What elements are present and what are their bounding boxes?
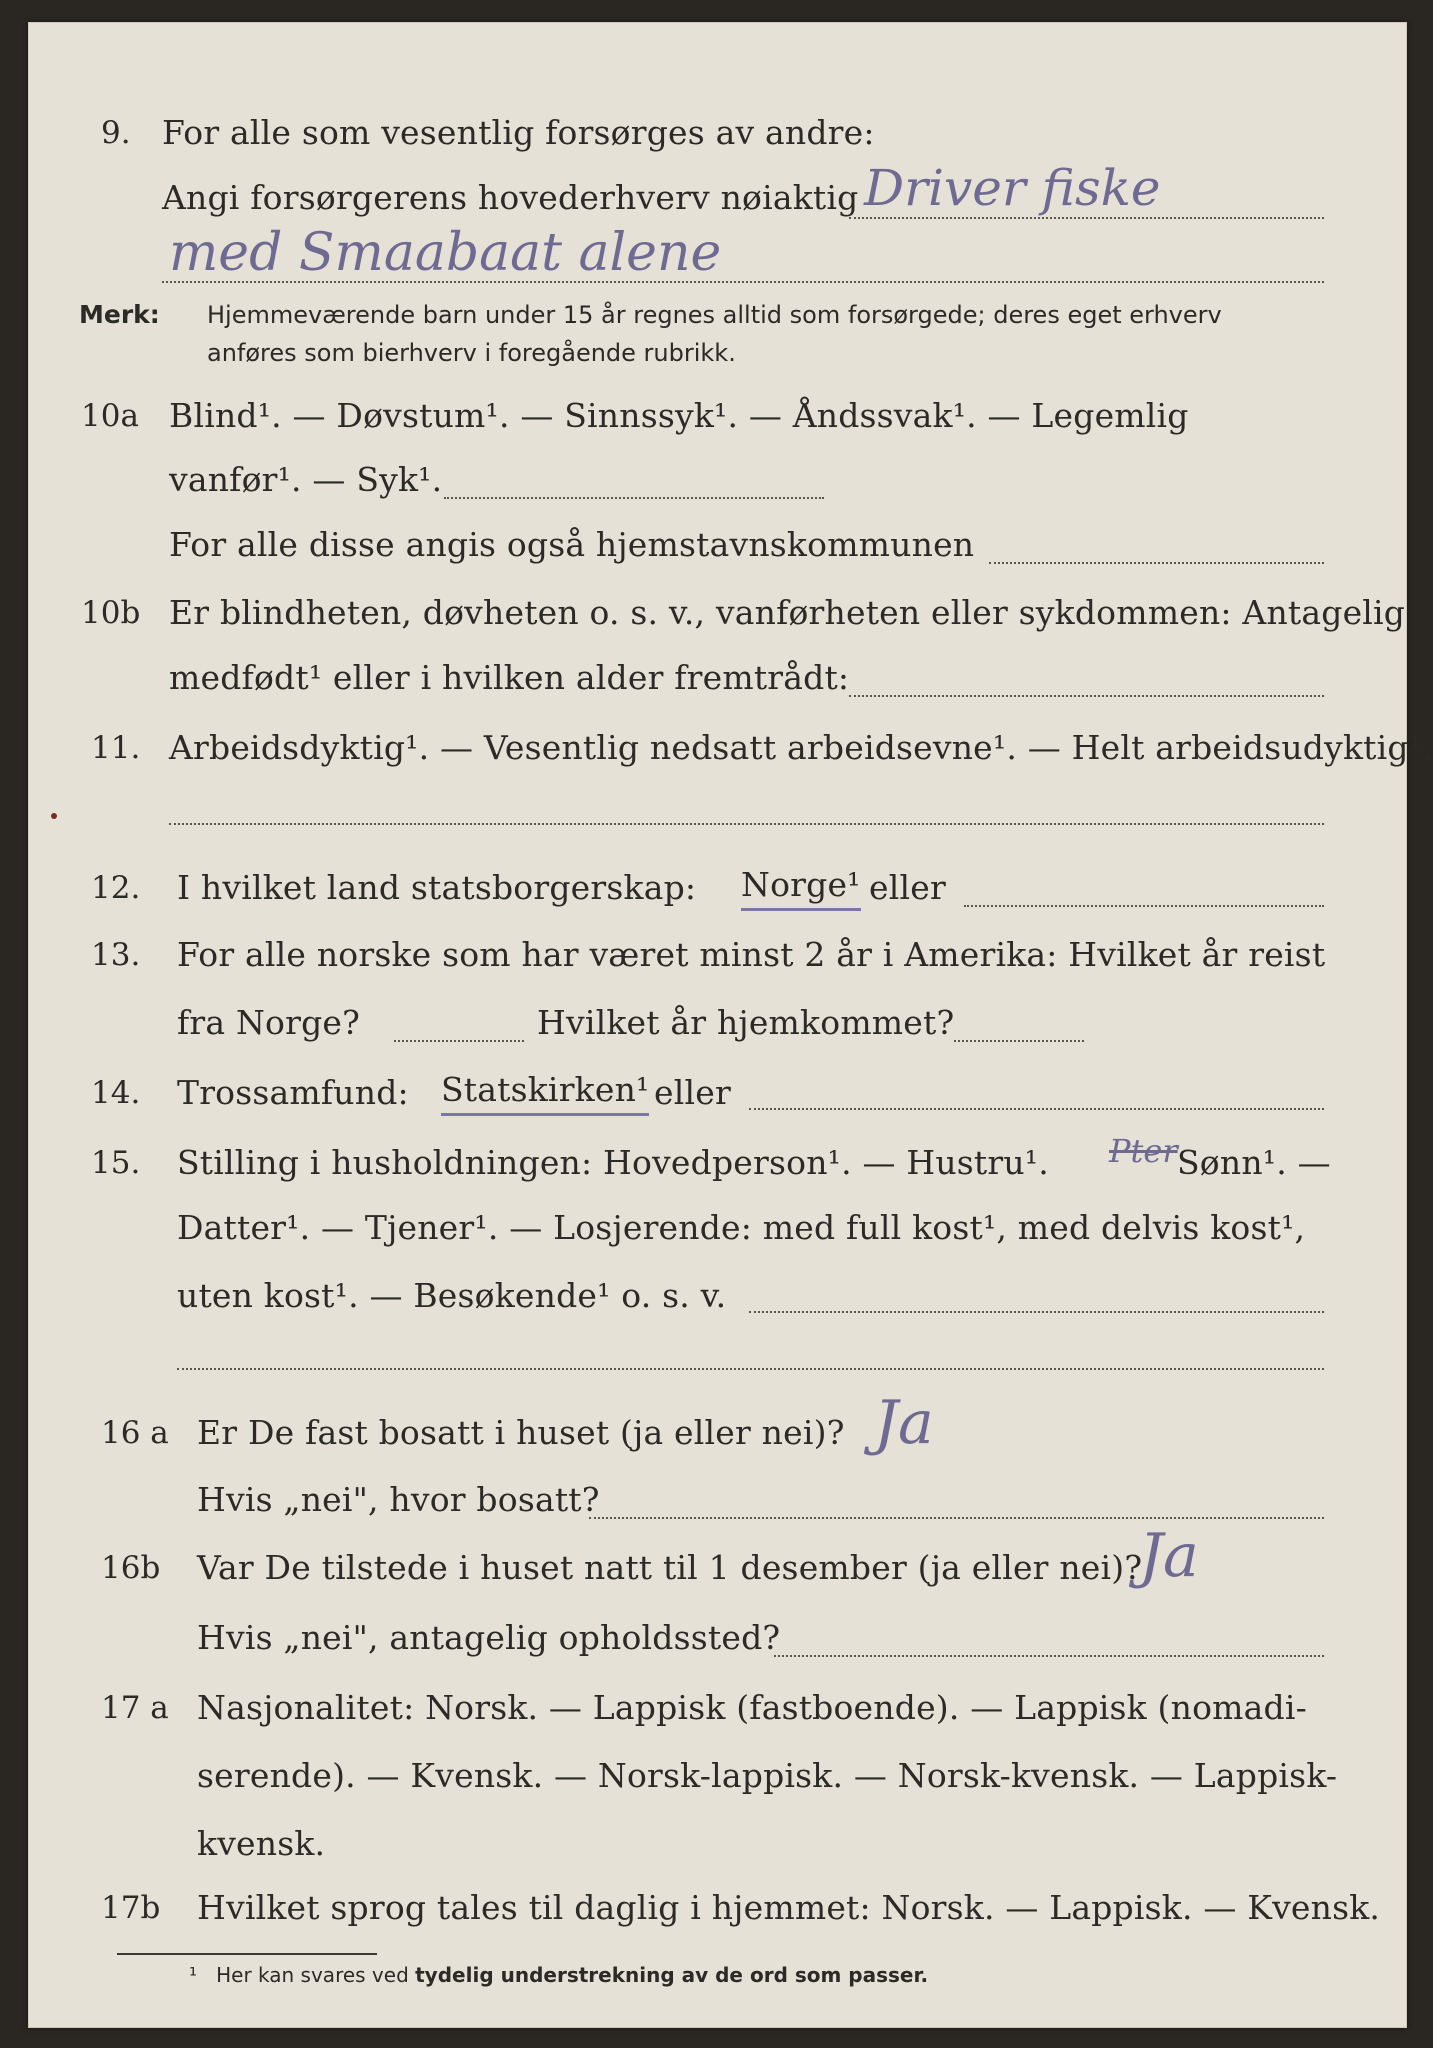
answer-line xyxy=(774,1655,1324,1657)
handwritten-answer: Ja xyxy=(1139,1521,1199,1591)
question-17b xyxy=(29,1883,1406,1933)
question-12 xyxy=(29,863,1406,913)
question-16b xyxy=(29,1521,1406,1593)
question-text: Er De fast bosatt i huset (ja eller nei)? xyxy=(197,1413,845,1452)
question-16a-line-2 xyxy=(29,1475,1406,1525)
answer-line xyxy=(169,823,1324,825)
question-10a-line-3 xyxy=(29,520,1406,570)
question-text: For alle norske som har været minst 2 år i Amerika: Hvilket år reist xyxy=(177,935,1326,974)
question-number: 10a xyxy=(81,398,139,434)
question-number: 10b xyxy=(81,595,141,631)
question-text: Sønn¹. — xyxy=(1177,1143,1331,1182)
question-17a-line-2 xyxy=(29,1751,1406,1801)
question-9 xyxy=(29,108,1406,158)
answer-line xyxy=(589,1517,1324,1519)
census-form-page xyxy=(28,22,1433,2028)
handwritten-answer: Driver fiske xyxy=(864,159,1161,217)
question-15 xyxy=(29,1132,1406,1188)
answer-line xyxy=(749,1311,1324,1313)
question-9-line-3 xyxy=(29,223,1406,291)
answer-line xyxy=(394,1040,524,1042)
answer-line xyxy=(749,1108,1324,1110)
answer-line xyxy=(177,1368,1324,1370)
question-text: Er blindheten, døvheten o. s. v., vanførheten eller sykdommen: Antagelig xyxy=(169,593,1406,632)
underlined-answer-norge: Norge¹ xyxy=(741,863,861,911)
question-10b xyxy=(29,588,1406,638)
question-number: 14. xyxy=(91,1075,141,1111)
question-text: medfødt¹ eller i hvilken alder fremtrådt: xyxy=(169,658,850,697)
footnote xyxy=(189,1963,928,1987)
question-text: Arbeidsdyktig¹. — Vesentlig nedsatt arbeidsevne¹. — Helt arbeidsudyktig¹. xyxy=(169,728,1433,767)
question-text: kvensk. xyxy=(197,1824,326,1863)
footnote-mark: ¹ xyxy=(189,1963,198,1987)
answer-line xyxy=(444,497,824,499)
question-text: For alle disse angis også hjemstavnskommunen xyxy=(169,525,975,564)
question-number: 17b xyxy=(101,1890,161,1926)
footnote-bold-text: tydelig understrekning av de ord som passer. xyxy=(415,1963,929,1987)
question-11 xyxy=(29,723,1433,773)
question-17a xyxy=(29,1683,1406,1733)
question-text: Datter¹. — Tjener¹. — Losjerende: med full kost¹, med delvis kost¹, xyxy=(177,1208,1306,1247)
question-13 xyxy=(29,930,1406,980)
question-text: Angi forsørgerens hovederhverv nøiaktig xyxy=(162,178,859,217)
question-number: 13. xyxy=(91,937,141,973)
question-text: Hvis „nei", hvor bosatt? xyxy=(197,1480,600,1519)
question-15-line-3 xyxy=(29,1271,1406,1321)
handwritten-mark: Pter xyxy=(1109,1132,1178,1170)
question-number: 16 a xyxy=(101,1415,169,1451)
question-text: vanfør¹. — Syk¹. xyxy=(169,460,443,499)
question-text: Hvilket sprog tales til daglig i hjemmet: Norsk. — Lappisk. — Kvensk. xyxy=(197,1888,1381,1927)
question-10a-line-2 xyxy=(29,455,1406,505)
question-16a xyxy=(29,1388,1406,1458)
footnote-text: Her kan svares ved xyxy=(216,1963,409,1987)
question-number: 16b xyxy=(101,1550,161,1586)
question-14 xyxy=(29,1068,1406,1118)
question-10a xyxy=(29,391,1406,441)
handwritten-answer: Ja xyxy=(874,1388,934,1458)
question-number: 15. xyxy=(91,1145,141,1181)
note-merk-line-2 xyxy=(29,333,1406,383)
question-text: For alle som vesentlig forsørges av andre: xyxy=(162,113,875,152)
question-10b-line-2 xyxy=(29,653,1406,703)
question-text: Trossamfund: xyxy=(177,1073,409,1112)
handwritten-answer: med Smaabaat alene xyxy=(169,223,722,283)
question-number: 12. xyxy=(91,870,141,906)
underlined-answer-statskirken: Statskirken¹ xyxy=(441,1068,649,1116)
question-16b-line-2 xyxy=(29,1613,1406,1663)
question-9-line-2 xyxy=(29,159,1406,223)
question-text: fra Norge? xyxy=(177,1003,361,1042)
question-text: eller xyxy=(869,868,946,907)
question-text: Blind¹. — Døvstum¹. — Sinnssyk¹. — Åndssvak¹. — Legemlig xyxy=(169,396,1189,435)
question-text: Var De tilstede i huset natt til 1 desember (ja eller nei)? xyxy=(197,1548,1143,1587)
answer-line xyxy=(989,562,1324,564)
answer-line xyxy=(849,695,1324,697)
question-text: Hvis „nei", antagelig opholdssted? xyxy=(197,1618,781,1657)
question-text: uten kost¹. — Besøkende¹ o. s. v. xyxy=(177,1276,727,1315)
footnote-divider xyxy=(117,1953,377,1955)
question-text: Nasjonalitet: Norsk. — Lappisk (fastboende). — Lappisk (nomadi- xyxy=(197,1688,1307,1727)
question-text: I hvilket land statsborgerskap: xyxy=(177,868,697,907)
answer-line xyxy=(964,905,1324,907)
answer-line xyxy=(849,217,1324,219)
question-number: 17 a xyxy=(101,1690,169,1726)
note-text: anføres som bierhverv i foregående rubrikk. xyxy=(207,339,736,367)
question-13-line-2 xyxy=(29,998,1406,1048)
question-number: 9. xyxy=(101,115,131,151)
question-number: 11. xyxy=(91,730,141,766)
question-17a-line-3 xyxy=(29,1819,1406,1869)
question-text: serende). — Kvensk. — Norsk-lappisk. — Norsk-kvensk. — Lappisk- xyxy=(197,1756,1338,1795)
ink-mark xyxy=(51,813,57,819)
question-15-line-2 xyxy=(29,1203,1406,1253)
note-label: Merk: xyxy=(79,300,160,329)
note-text: Hjemmeværende barn under 15 år regnes alltid som forsørgede; deres eget erhverv xyxy=(207,301,1222,329)
question-text: Stilling i husholdningen: Hovedperson¹. — Hustru¹. xyxy=(177,1143,1049,1182)
answer-line xyxy=(954,1040,1084,1042)
question-text: eller xyxy=(654,1073,731,1112)
question-text: Hvilket år hjemkommet? xyxy=(537,1003,955,1042)
